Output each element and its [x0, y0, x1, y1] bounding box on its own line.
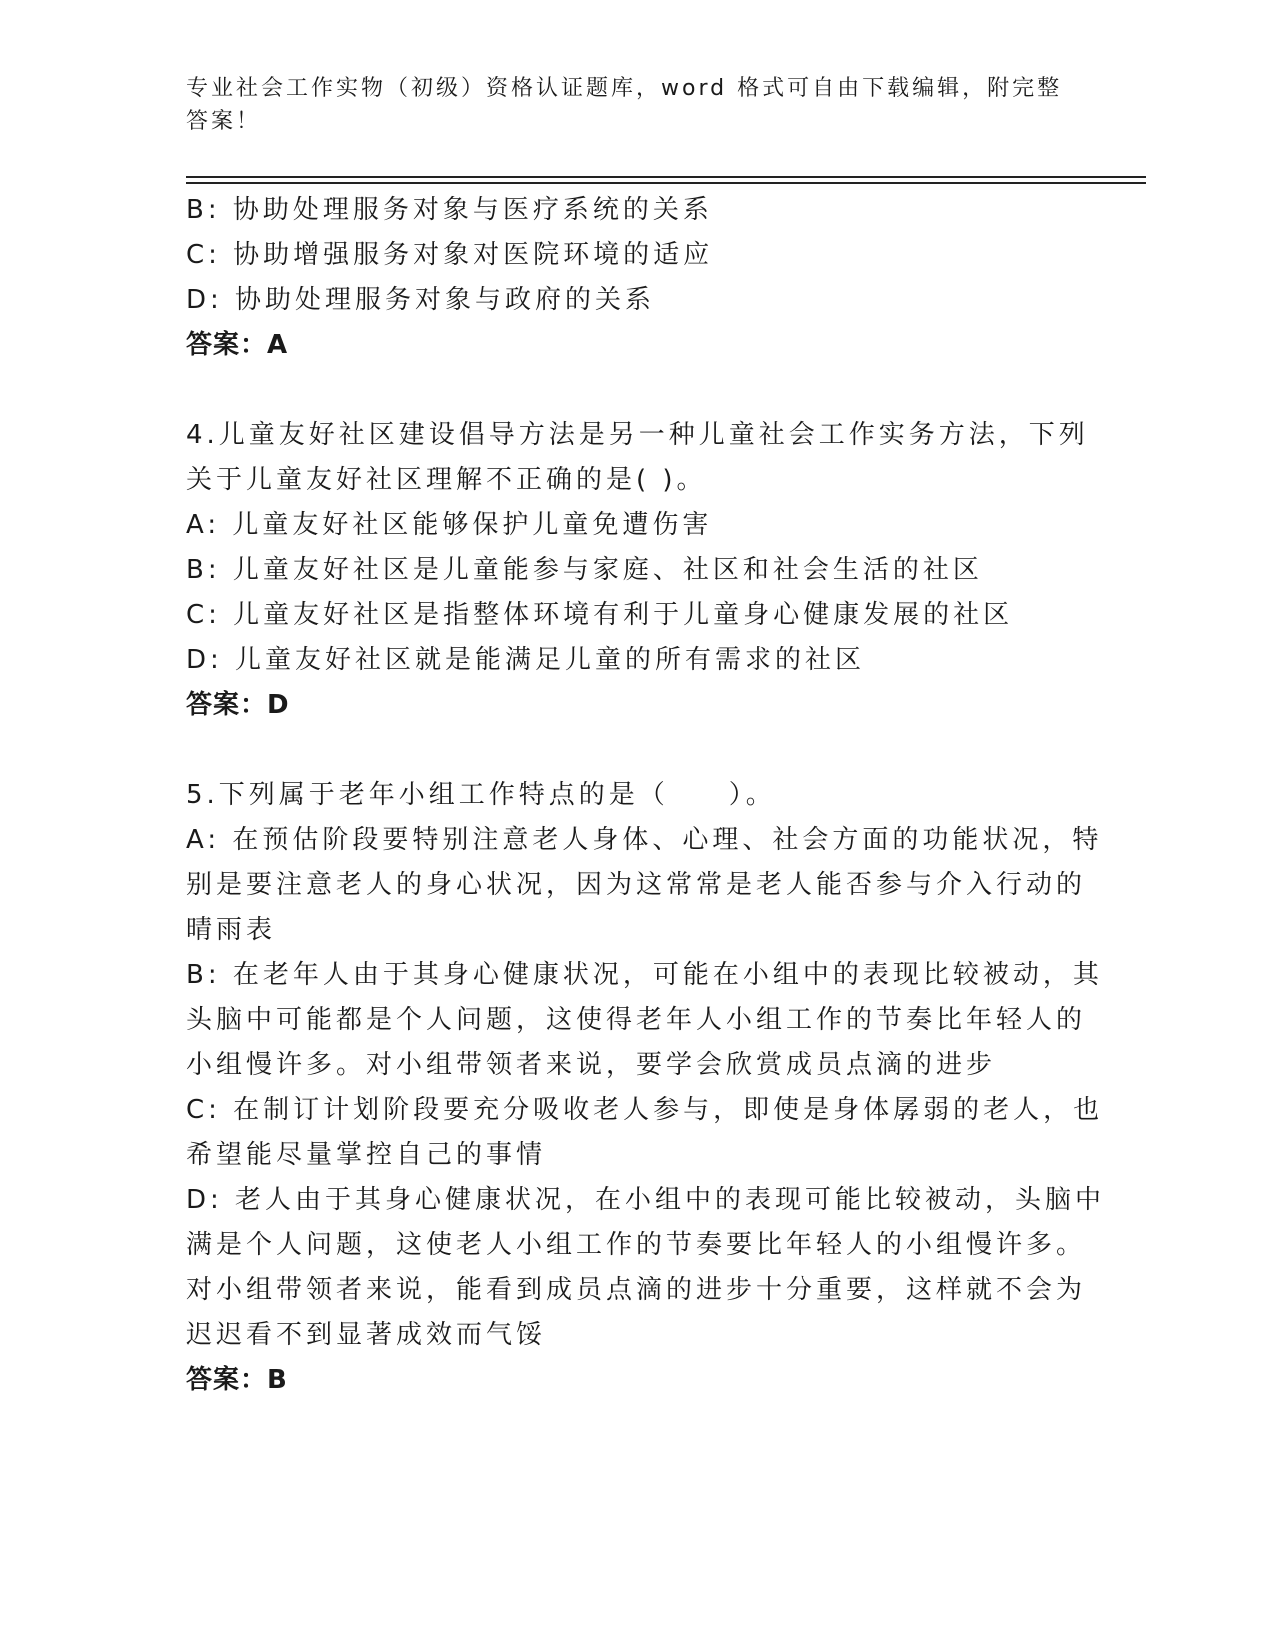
option-a: A: 儿童友好社区能够保护儿童免遭伤害	[186, 510, 713, 540]
document-header	[186, 72, 1066, 138]
option-d-line: 迟迟看不到显著成效而气馁	[186, 1320, 547, 1350]
option-b-line: 头脑中可能都是个人问题，这使得老年人小组工作的节奏比年轻人的	[186, 1005, 1087, 1035]
answer-line: 答案：A	[186, 330, 289, 360]
option-b: B: 协助处理服务对象与医疗系统的关系	[186, 195, 713, 225]
question-stem-line: 关于儿童友好社区理解不正确的是( )。	[186, 465, 707, 495]
option-c: C: 儿童友好社区是指整体环境有利于儿童身心健康发展的社区	[186, 600, 1014, 630]
option-b: B: 儿童友好社区是儿童能参与家庭、社区和社会生活的社区	[186, 555, 983, 585]
question-stem-line: 4.儿童友好社区建设倡导方法是另一种儿童社会工作实务方法，下列	[186, 420, 1089, 450]
question-3-tail	[186, 188, 1086, 368]
option-c: C: 协助增强服务对象对医院环境的适应	[186, 240, 714, 270]
option-b-line: B: 在老年人由于其身心健康状况，可能在小组中的表现比较被动，其	[186, 960, 1103, 990]
question-gap	[186, 368, 1086, 413]
question-stem-line: 5.下列属于老年小组工作特点的是（ ）。	[186, 780, 776, 810]
header-divider-top	[186, 176, 1146, 178]
option-a-line: 晴雨表	[186, 915, 277, 945]
option-d: D: 协助处理服务对象与政府的关系	[186, 285, 656, 315]
option-d-line: 对小组带领者来说，能看到成员点滴的进步十分重要，这样就不会为	[186, 1275, 1087, 1305]
question-content	[186, 188, 1106, 1403]
option-d-line: D: 老人由于其身心健康状况，在小组中的表现可能比较被动，头脑中	[186, 1185, 1106, 1215]
option-a-line: 别是要注意老人的身心状况，因为这常常是老人能否参与介入行动的	[186, 870, 1087, 900]
header-divider-bottom	[186, 182, 1146, 184]
option-c-line: 希望能尽量掌控自己的事情	[186, 1140, 547, 1170]
question-4	[186, 413, 1089, 728]
answer-line: 答案：D	[186, 690, 290, 720]
option-c-line: C: 在制订计划阶段要充分吸收老人参与，即使是身体孱弱的老人，也	[186, 1095, 1104, 1125]
option-b-line: 小组慢许多。对小组带领者来说，要学会欣赏成员点滴的进步	[186, 1050, 997, 1080]
question-gap	[186, 728, 1086, 773]
option-d: D: 儿童友好社区就是能满足儿童的所有需求的社区	[186, 645, 866, 675]
option-a-line: A: 在预估阶段要特别注意老人身体、心理、社会方面的功能状况，特	[186, 825, 1103, 855]
question-5	[186, 773, 1106, 1403]
option-d-line: 满是个人问题，这使老人小组工作的节奏要比年轻人的小组慢许多。	[186, 1230, 1087, 1260]
header-text: 专业社会工作实物（初级）资格认证题库，word 格式可自由下载编辑，附完整答案！	[186, 76, 1063, 134]
answer-line: 答案：B	[186, 1365, 288, 1395]
